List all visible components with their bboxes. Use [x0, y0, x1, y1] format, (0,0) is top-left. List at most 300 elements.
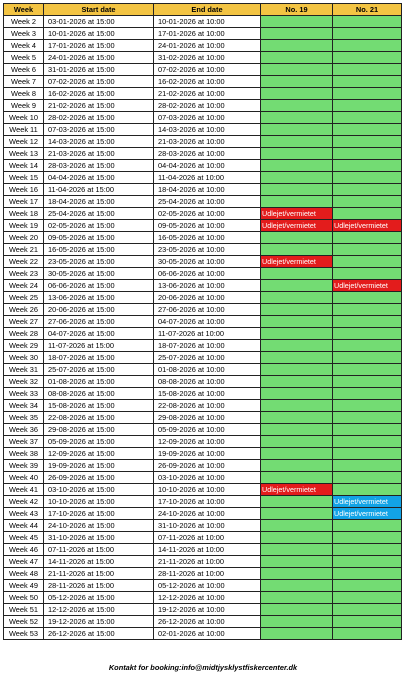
no-19-status-cell	[261, 544, 333, 556]
table-header	[4, 4, 402, 16]
start-date-cell: 10-01-2026 at 15:00	[44, 28, 154, 40]
no-19-status-cell	[261, 364, 333, 376]
no-21-status-cell	[333, 364, 402, 376]
end-date-cell: 10-01-2026 at 10:00	[154, 16, 261, 28]
table-row	[4, 16, 402, 28]
week-cell: Week 31	[4, 364, 44, 376]
start-date-cell: 18-04-2026 at 15:00	[44, 196, 154, 208]
table-row	[4, 340, 402, 352]
no-21-status-cell	[333, 232, 402, 244]
week-cell: Week 24	[4, 280, 44, 292]
end-date-cell: 28-03-2026 at 10:00	[154, 148, 261, 160]
end-date-cell: 03-10-2026 at 10:00	[154, 472, 261, 484]
week-cell: Week 46	[4, 544, 44, 556]
table-row	[4, 496, 402, 508]
end-date-cell: 18-04-2026 at 10:00	[154, 184, 261, 196]
table-row	[4, 364, 402, 376]
no-19-status-cell: Udlejet/vermietet	[261, 256, 333, 268]
start-date-cell: 08-08-2026 at 15:00	[44, 388, 154, 400]
week-cell: Week 11	[4, 124, 44, 136]
end-date-cell: 31-10-2026 at 10:00	[154, 520, 261, 532]
end-date-cell: 19-09-2026 at 10:00	[154, 448, 261, 460]
end-date-cell: 11-04-2026 at 10:00	[154, 172, 261, 184]
start-date-cell: 14-03-2026 at 15:00	[44, 136, 154, 148]
no-19-status-cell	[261, 412, 333, 424]
end-date-cell: 14-03-2026 at 10:00	[154, 124, 261, 136]
table-row	[4, 424, 402, 436]
end-date-cell: 25-04-2026 at 10:00	[154, 196, 261, 208]
table-row	[4, 112, 402, 124]
table-row	[4, 400, 402, 412]
table-row	[4, 100, 402, 112]
no-19-status-cell	[261, 172, 333, 184]
start-date-cell: 16-05-2026 at 15:00	[44, 244, 154, 256]
end-date-cell: 14-11-2026 at 10:00	[154, 544, 261, 556]
end-date-cell: 07-02-2026 at 10:00	[154, 64, 261, 76]
start-date-cell: 30-05-2026 at 15:00	[44, 268, 154, 280]
week-cell: Week 23	[4, 268, 44, 280]
no-19-status-cell	[261, 280, 333, 292]
table-row	[4, 328, 402, 340]
table-row	[4, 124, 402, 136]
no-21-status-cell	[333, 520, 402, 532]
end-date-cell: 05-12-2026 at 10:00	[154, 580, 261, 592]
week-cell: Week 41	[4, 484, 44, 496]
end-date-cell: 02-01-2026 at 10:00	[154, 628, 261, 640]
end-date-cell: 09-05-2026 at 10:00	[154, 220, 261, 232]
start-date-cell: 28-03-2026 at 15:00	[44, 160, 154, 172]
week-cell: Week 33	[4, 388, 44, 400]
no-21-status-cell	[333, 316, 402, 328]
no-21-status-cell	[333, 592, 402, 604]
no-19-status-cell	[261, 100, 333, 112]
no-21-status-cell	[333, 64, 402, 76]
week-cell: Week 14	[4, 160, 44, 172]
week-cell: Week 19	[4, 220, 44, 232]
table-row	[4, 544, 402, 556]
end-date-cell: 28-11-2026 at 10:00	[154, 568, 261, 580]
start-date-cell: 12-12-2026 at 15:00	[44, 604, 154, 616]
table-row	[4, 64, 402, 76]
no-19-status-cell	[261, 268, 333, 280]
table-row	[4, 520, 402, 532]
week-cell: Week 26	[4, 304, 44, 316]
start-date-cell: 17-01-2026 at 15:00	[44, 40, 154, 52]
no-19-status-cell	[261, 124, 333, 136]
end-date-cell: 12-12-2026 at 10:00	[154, 592, 261, 604]
start-date-cell: 25-04-2026 at 15:00	[44, 208, 154, 220]
table-row	[4, 628, 402, 640]
start-date-cell: 12-09-2026 at 15:00	[44, 448, 154, 460]
no-21-status-cell	[333, 124, 402, 136]
table-row	[4, 196, 402, 208]
start-date-cell: 28-11-2026 at 15:00	[44, 580, 154, 592]
no-19-status-cell	[261, 376, 333, 388]
no-19-status-cell	[261, 244, 333, 256]
no-19-status-cell	[261, 520, 333, 532]
week-cell: Week 39	[4, 460, 44, 472]
no-21-status-cell: Udlejet/vermietet	[333, 220, 402, 232]
start-date-cell: 07-02-2026 at 15:00	[44, 76, 154, 88]
no-19-status-cell	[261, 340, 333, 352]
start-date-cell: 28-02-2026 at 15:00	[44, 112, 154, 124]
table-row	[4, 448, 402, 460]
no-21-status-cell	[333, 340, 402, 352]
week-cell: Week 3	[4, 28, 44, 40]
end-date-cell: 23-05-2026 at 10:00	[154, 244, 261, 256]
table-row	[4, 412, 402, 424]
no-21-status-cell	[333, 208, 402, 220]
no-19-status-cell	[261, 52, 333, 64]
booking-table	[3, 3, 402, 640]
week-cell: Week 15	[4, 172, 44, 184]
start-date-cell: 10-10-2026 at 15:00	[44, 496, 154, 508]
start-date-cell: 09-05-2026 at 15:00	[44, 232, 154, 244]
no-19-status-cell	[261, 436, 333, 448]
no-21-status-cell	[333, 484, 402, 496]
end-date-cell: 08-08-2026 at 10:00	[154, 376, 261, 388]
no-21-status-cell	[333, 172, 402, 184]
end-date-cell: 24-01-2026 at 10:00	[154, 40, 261, 52]
start-date-cell: 11-07-2026 at 15:00	[44, 340, 154, 352]
start-date-cell: 01-08-2026 at 15:00	[44, 376, 154, 388]
week-cell: Week 21	[4, 244, 44, 256]
no-19-status-cell	[261, 460, 333, 472]
week-cell: Week 43	[4, 508, 44, 520]
no-19-status-cell: Udlejet/vermietet	[261, 484, 333, 496]
table-row	[4, 208, 402, 220]
week-cell: Week 29	[4, 340, 44, 352]
table-row	[4, 148, 402, 160]
table-row	[4, 256, 402, 268]
no-19-status-cell	[261, 316, 333, 328]
end-date-cell: 04-07-2026 at 10:00	[154, 316, 261, 328]
no-19-status-cell	[261, 76, 333, 88]
week-cell: Week 18	[4, 208, 44, 220]
no-21-status-cell	[333, 604, 402, 616]
table-row	[4, 604, 402, 616]
no-21-status-cell	[333, 292, 402, 304]
end-date-cell: 07-11-2026 at 10:00	[154, 532, 261, 544]
table-row	[4, 616, 402, 628]
start-date-cell: 03-01-2026 at 15:00	[44, 16, 154, 28]
no-19-status-cell	[261, 196, 333, 208]
no-19-status-cell	[261, 28, 333, 40]
start-date-cell: 02-05-2026 at 15:00	[44, 220, 154, 232]
no-21-status-cell	[333, 88, 402, 100]
no-21-status-cell	[333, 388, 402, 400]
week-cell: Week 45	[4, 532, 44, 544]
start-date-cell: 06-06-2026 at 15:00	[44, 280, 154, 292]
header-row	[4, 4, 402, 16]
start-date-cell: 04-04-2026 at 15:00	[44, 172, 154, 184]
week-cell: Week 12	[4, 136, 44, 148]
end-date-cell: 30-05-2026 at 10:00	[154, 256, 261, 268]
no-19-status-cell	[261, 388, 333, 400]
end-date-cell: 02-05-2026 at 10:00	[154, 208, 261, 220]
start-date-cell: 18-07-2026 at 15:00	[44, 352, 154, 364]
start-date-cell: 19-12-2026 at 15:00	[44, 616, 154, 628]
table-row	[4, 172, 402, 184]
week-cell: Week 51	[4, 604, 44, 616]
no-21-status-cell	[333, 244, 402, 256]
no-19-status-cell	[261, 472, 333, 484]
start-date-cell: 22-08-2026 at 15:00	[44, 412, 154, 424]
no-19-status-cell	[261, 112, 333, 124]
week-cell: Week 52	[4, 616, 44, 628]
no-21-status-cell	[333, 52, 402, 64]
no-21-status-cell	[333, 328, 402, 340]
start-date-cell: 25-07-2026 at 15:00	[44, 364, 154, 376]
table-row	[4, 136, 402, 148]
no-19-status-cell	[261, 328, 333, 340]
start-date-cell: 27-06-2026 at 15:00	[44, 316, 154, 328]
start-date-cell: 16-02-2026 at 15:00	[44, 88, 154, 100]
no-19-status-cell	[261, 136, 333, 148]
header-week: Week	[4, 4, 44, 16]
table-row	[4, 76, 402, 88]
end-date-cell: 04-04-2026 at 10:00	[154, 160, 261, 172]
end-date-cell: 18-07-2026 at 10:00	[154, 340, 261, 352]
end-date-cell: 25-07-2026 at 10:00	[154, 352, 261, 364]
week-cell: Week 17	[4, 196, 44, 208]
week-cell: Week 2	[4, 16, 44, 28]
week-cell: Week 16	[4, 184, 44, 196]
table-row	[4, 532, 402, 544]
end-date-cell: 17-01-2026 at 10:00	[154, 28, 261, 40]
end-date-cell: 21-03-2026 at 10:00	[154, 136, 261, 148]
week-cell: Week 44	[4, 520, 44, 532]
no-19-status-cell	[261, 580, 333, 592]
no-21-status-cell	[333, 160, 402, 172]
table-row	[4, 184, 402, 196]
end-date-cell: 05-09-2026 at 10:00	[154, 424, 261, 436]
table-row	[4, 592, 402, 604]
no-21-status-cell	[333, 196, 402, 208]
start-date-cell: 13-06-2026 at 15:00	[44, 292, 154, 304]
no-19-status-cell	[261, 592, 333, 604]
end-date-cell: 16-02-2026 at 10:00	[154, 76, 261, 88]
start-date-cell: 21-03-2026 at 15:00	[44, 148, 154, 160]
no-21-status-cell	[333, 304, 402, 316]
end-date-cell: 07-03-2026 at 10:00	[154, 112, 261, 124]
table-row	[4, 376, 402, 388]
no-19-status-cell	[261, 556, 333, 568]
no-19-status-cell	[261, 16, 333, 28]
header-start-date: Start date	[44, 4, 154, 16]
end-date-cell: 11-07-2026 at 10:00	[154, 328, 261, 340]
no-21-status-cell	[333, 472, 402, 484]
no-21-status-cell	[333, 40, 402, 52]
no-21-status-cell	[333, 448, 402, 460]
end-date-cell: 26-12-2026 at 10:00	[154, 616, 261, 628]
table-row	[4, 388, 402, 400]
no-19-status-cell	[261, 88, 333, 100]
week-cell: Week 27	[4, 316, 44, 328]
week-cell: Week 42	[4, 496, 44, 508]
table-row	[4, 484, 402, 496]
no-21-status-cell	[333, 532, 402, 544]
no-19-status-cell	[261, 532, 333, 544]
start-date-cell: 21-02-2026 at 15:00	[44, 100, 154, 112]
table-row	[4, 232, 402, 244]
table-row	[4, 52, 402, 64]
no-21-status-cell	[333, 412, 402, 424]
end-date-cell: 20-06-2026 at 10:00	[154, 292, 261, 304]
end-date-cell: 28-02-2026 at 10:00	[154, 100, 261, 112]
end-date-cell: 16-05-2026 at 10:00	[154, 232, 261, 244]
end-date-cell: 10-10-2026 at 10:00	[154, 484, 261, 496]
table-row	[4, 40, 402, 52]
no-19-status-cell	[261, 148, 333, 160]
no-21-status-cell	[333, 28, 402, 40]
table-row	[4, 436, 402, 448]
start-date-cell: 04-07-2026 at 15:00	[44, 328, 154, 340]
table-row	[4, 220, 402, 232]
end-date-cell: 19-12-2026 at 10:00	[154, 604, 261, 616]
no-21-status-cell	[333, 100, 402, 112]
end-date-cell: 12-09-2026 at 10:00	[154, 436, 261, 448]
week-cell: Week 9	[4, 100, 44, 112]
header-end-date: End date	[154, 4, 261, 16]
start-date-cell: 19-09-2026 at 15:00	[44, 460, 154, 472]
no-21-status-cell	[333, 184, 402, 196]
start-date-cell: 14-11-2026 at 15:00	[44, 556, 154, 568]
table-row	[4, 28, 402, 40]
end-date-cell: 01-08-2026 at 10:00	[154, 364, 261, 376]
week-cell: Week 20	[4, 232, 44, 244]
no-21-status-cell	[333, 148, 402, 160]
no-21-status-cell	[333, 256, 402, 268]
table-row	[4, 316, 402, 328]
week-cell: Week 13	[4, 148, 44, 160]
end-date-cell: 21-11-2026 at 10:00	[154, 556, 261, 568]
no-19-status-cell	[261, 496, 333, 508]
end-date-cell: 26-09-2026 at 10:00	[154, 460, 261, 472]
no-19-status-cell	[261, 616, 333, 628]
no-19-status-cell	[261, 400, 333, 412]
no-19-status-cell: Udlejet/vermietet	[261, 208, 333, 220]
no-19-status-cell	[261, 64, 333, 76]
week-cell: Week 35	[4, 412, 44, 424]
no-21-status-cell	[333, 628, 402, 640]
end-date-cell: 29-08-2026 at 10:00	[154, 412, 261, 424]
no-21-status-cell	[333, 400, 402, 412]
end-date-cell: 17-10-2026 at 10:00	[154, 496, 261, 508]
week-cell: Week 37	[4, 436, 44, 448]
no-21-status-cell	[333, 376, 402, 388]
table-row	[4, 268, 402, 280]
start-date-cell: 05-09-2026 at 15:00	[44, 436, 154, 448]
header-no-21: No. 21	[333, 4, 402, 16]
end-date-cell: 24-10-2026 at 10:00	[154, 508, 261, 520]
no-21-status-cell	[333, 436, 402, 448]
start-date-cell: 31-10-2026 at 15:00	[44, 532, 154, 544]
start-date-cell: 15-08-2026 at 15:00	[44, 400, 154, 412]
no-21-status-cell: Udlejet/vermietet	[333, 280, 402, 292]
no-19-status-cell	[261, 304, 333, 316]
no-21-status-cell	[333, 460, 402, 472]
table-row	[4, 292, 402, 304]
week-cell: Week 8	[4, 88, 44, 100]
table-row	[4, 244, 402, 256]
no-21-status-cell	[333, 544, 402, 556]
start-date-cell: 20-06-2026 at 15:00	[44, 304, 154, 316]
no-19-status-cell	[261, 40, 333, 52]
start-date-cell: 29-08-2026 at 15:00	[44, 424, 154, 436]
start-date-cell: 07-11-2026 at 15:00	[44, 544, 154, 556]
table-row	[4, 472, 402, 484]
table-row	[4, 304, 402, 316]
no-21-status-cell	[333, 268, 402, 280]
week-cell: Week 49	[4, 580, 44, 592]
no-21-status-cell	[333, 76, 402, 88]
end-date-cell: 06-06-2026 at 10:00	[154, 268, 261, 280]
no-21-status-cell	[333, 352, 402, 364]
no-21-status-cell	[333, 556, 402, 568]
start-date-cell: 31-01-2026 at 15:00	[44, 64, 154, 76]
week-cell: Week 6	[4, 64, 44, 76]
week-cell: Week 32	[4, 376, 44, 388]
start-date-cell: 07-03-2026 at 15:00	[44, 124, 154, 136]
week-cell: Week 30	[4, 352, 44, 364]
start-date-cell: 24-01-2026 at 15:00	[44, 52, 154, 64]
no-19-status-cell	[261, 424, 333, 436]
end-date-cell: 21-02-2026 at 10:00	[154, 88, 261, 100]
week-cell: Week 48	[4, 568, 44, 580]
no-21-status-cell	[333, 16, 402, 28]
no-19-status-cell	[261, 628, 333, 640]
start-date-cell: 23-05-2026 at 15:00	[44, 256, 154, 268]
no-19-status-cell	[261, 184, 333, 196]
no-19-status-cell	[261, 448, 333, 460]
no-21-status-cell	[333, 568, 402, 580]
week-cell: Week 38	[4, 448, 44, 460]
end-date-cell: 31-02-2026 at 10:00	[154, 52, 261, 64]
week-cell: Week 40	[4, 472, 44, 484]
table-row	[4, 160, 402, 172]
end-date-cell: 27-06-2026 at 10:00	[154, 304, 261, 316]
no-21-status-cell	[333, 112, 402, 124]
start-date-cell: 26-12-2026 at 15:00	[44, 628, 154, 640]
week-cell: Week 25	[4, 292, 44, 304]
no-21-status-cell	[333, 136, 402, 148]
start-date-cell: 24-10-2026 at 15:00	[44, 520, 154, 532]
no-19-status-cell	[261, 352, 333, 364]
table-row	[4, 88, 402, 100]
start-date-cell: 11-04-2026 at 15:00	[44, 184, 154, 196]
start-date-cell: 05-12-2026 at 15:00	[44, 592, 154, 604]
week-cell: Week 28	[4, 328, 44, 340]
no-21-status-cell: Udlejet/vermietet	[333, 508, 402, 520]
week-cell: Week 50	[4, 592, 44, 604]
booking-contact: Kontakt for booking:info@midtjysklystfiskercenter.dk	[108, 663, 298, 672]
week-cell: Week 5	[4, 52, 44, 64]
table-row	[4, 568, 402, 580]
no-19-status-cell	[261, 160, 333, 172]
no-21-status-cell	[333, 424, 402, 436]
week-cell: Week 47	[4, 556, 44, 568]
no-19-status-cell: Udlejet/vermietet	[261, 220, 333, 232]
table-row	[4, 460, 402, 472]
no-19-status-cell	[261, 292, 333, 304]
start-date-cell: 03-10-2026 at 15:00	[44, 484, 154, 496]
no-19-status-cell	[261, 232, 333, 244]
table-row	[4, 280, 402, 292]
week-cell: Week 34	[4, 400, 44, 412]
week-cell: Week 53	[4, 628, 44, 640]
table-row	[4, 352, 402, 364]
